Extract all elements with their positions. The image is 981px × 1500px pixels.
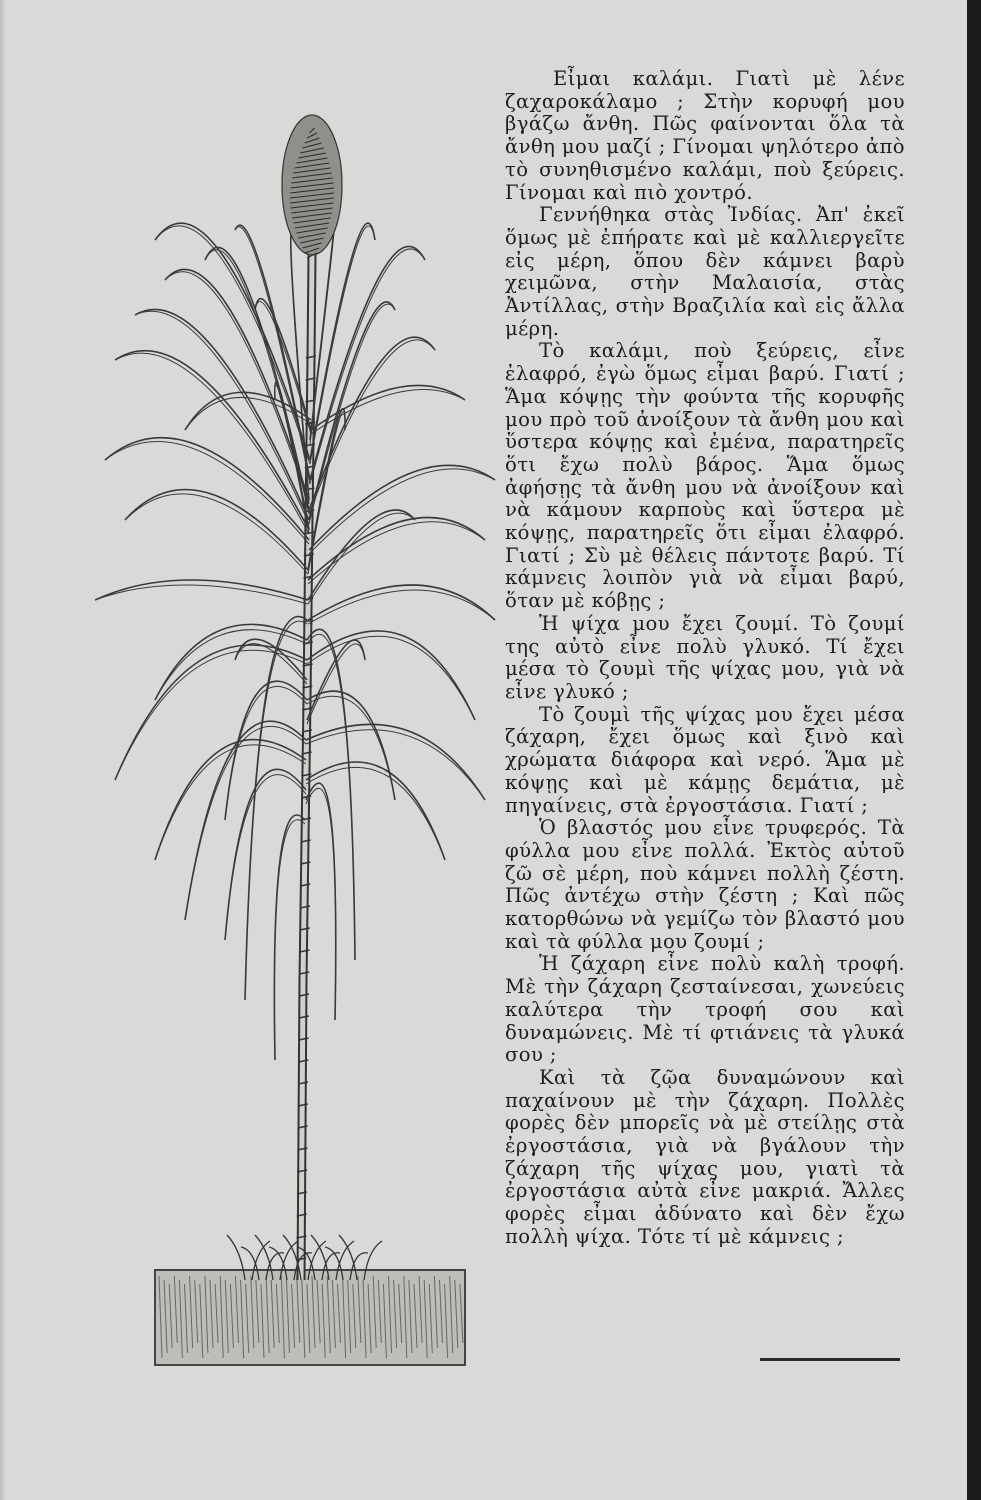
paragraph: Γεννήθηκα στὰς Ἰνδίας. Ἀπ' ἐκεῖ ὅμως μὲ ἐπήρατε καὶ μὲ καλλιεργεῖτε εἰς μέρη, ὅπου δὲν κάμνει βαρὺ χειμῶνα, στὴν Μαλαισία, στὰς Ἀντίλλας, στὴν Βραζιλία καὶ εἰς ἄλλα μέρη.: [505, 203, 905, 340]
paragraph: Τὸ καλάμι, ποὺ ξεύρεις, εἶνε ἐλαφρό, ἐγὼ ὅμως εἶμαι βαρύ. Γιατί ; Ἅμα κόψῃς τὴν φούντα τῆς κορυφῆς μου πρὸ τοῦ ἀνοίξουν τὰ ἄνθη μου καὶ ὕστερα κόψῃς καὶ ἐμένα, παρατηρεῖς ὅτι ἔχω πολὺ βάρος. Ἅμα ὅμως ἀφήσῃς τὰ ἄνθη μου νὰ ἀνοίξουν καὶ νὰ κάμουν καρποὺς καὶ ὕστερα μὲ κόψῃς, παρατηρεῖς ὅτι εἶμαι ἐλαφρό. Γιατί ; Σὺ μὲ θέλεις πάντοτε βαρύ. Τί κάμνεις λοιπὸν γιὰ νὰ εἶμαι βαρύ, ὅταν μὲ κόβῃς ;: [505, 339, 905, 613]
paragraph: Ἡ ψίχα μου ἔχει ζουμί. Τὸ ζουμί της αὐτὸ εἶνε πολὺ γλυκό. Τί ἔχει μέσα τὸ ζουμὶ τῆς ψίχας μου, γιὰ νὰ εἶνε γλυκό ;: [505, 611, 905, 703]
paragraph: Καὶ τὰ ζῷα δυναμώνουν καὶ παχαίνουν μὲ τὴν ζάχαρη. Πολλὲς φορὲς δὲν μπορεῖς νὰ μὲ στείλῃς στὰ ἐργοστάσια, γιὰ νὰ βγάλουν τὴν ζάχαρη τῆς ψίχας μου, γιατὶ τὰ ἐργοστάσια αὐτὰ εἶνε μακριά. Ἄλλες φορὲς εἶμαι ἀδύνατο καὶ δὲν ἔχω πολλὴ ψίχα. Τότε τί μὲ κάμνεις ;: [505, 1065, 905, 1248]
page-right-edge: [967, 0, 981, 1500]
article-text: [505, 68, 905, 1249]
page-left-shadow: [0, 0, 6, 1500]
leaves: [95, 202, 495, 1060]
paragraph: Ἡ ζάχαρη εἶνε πολὺ καλὴ τροφή. Μὲ τὴν ζάχαρη ζεσταίνεσαι, χωνεύεις καλύτερα τὴν τροφή σου καὶ δυναμώνεις. Μὲ τί φτιάνεις τὰ γλυκά σου ;: [505, 952, 905, 1067]
paragraph: Τὸ ζουμὶ τῆς ψίχας μου ἔχει μέσα ζάχαρη, ἔχει ὅμως καὶ ξινὸ καὶ χρώματα διάφορα καὶ νερό. Ἅμα μὲ κόψῃς καὶ μὲ κάμῃς δεμάτια, μὲ πηγαίνεις, στὰ ἐργοστάσια. Γιατί ;: [505, 702, 905, 817]
paragraph: Ὁ βλαστός μου εἶνε τρυφερός. Τὰ φύλλα μου εἶνε πολλά. Ἐκτὸς αὐτοῦ ζῶ σὲ μέρη, ποὺ κάμνει πολλὴ ζέστη. Πῶς ἀντέχω στὴν ζέστη ; Καὶ πῶς κατορθώνω νὰ γεμίζω τὸν βλαστό μου καὶ τὰ φύλλα μου ζουμί ;: [505, 816, 905, 953]
end-rule: [760, 1358, 900, 1361]
soil-block: [155, 1270, 465, 1365]
paragraph: Εἶμαι καλάμι. Γιατὶ μὲ λένε ζαχαροκάλαμο ; Στὴν κορυφή μου βγάζω ἄνθη. Πῶς φαίνονται ὅλα τὰ ἄνθη μου μαζί ; Γίνομαι ψηλότερο ἀπὸ τὸ συνηθισμένο καλάμι, ποὺ ξεύρεις. Γίνομαι καὶ πιὸ χοντρό.: [505, 67, 905, 204]
sugarcane-plant-icon: [95, 100, 505, 1400]
